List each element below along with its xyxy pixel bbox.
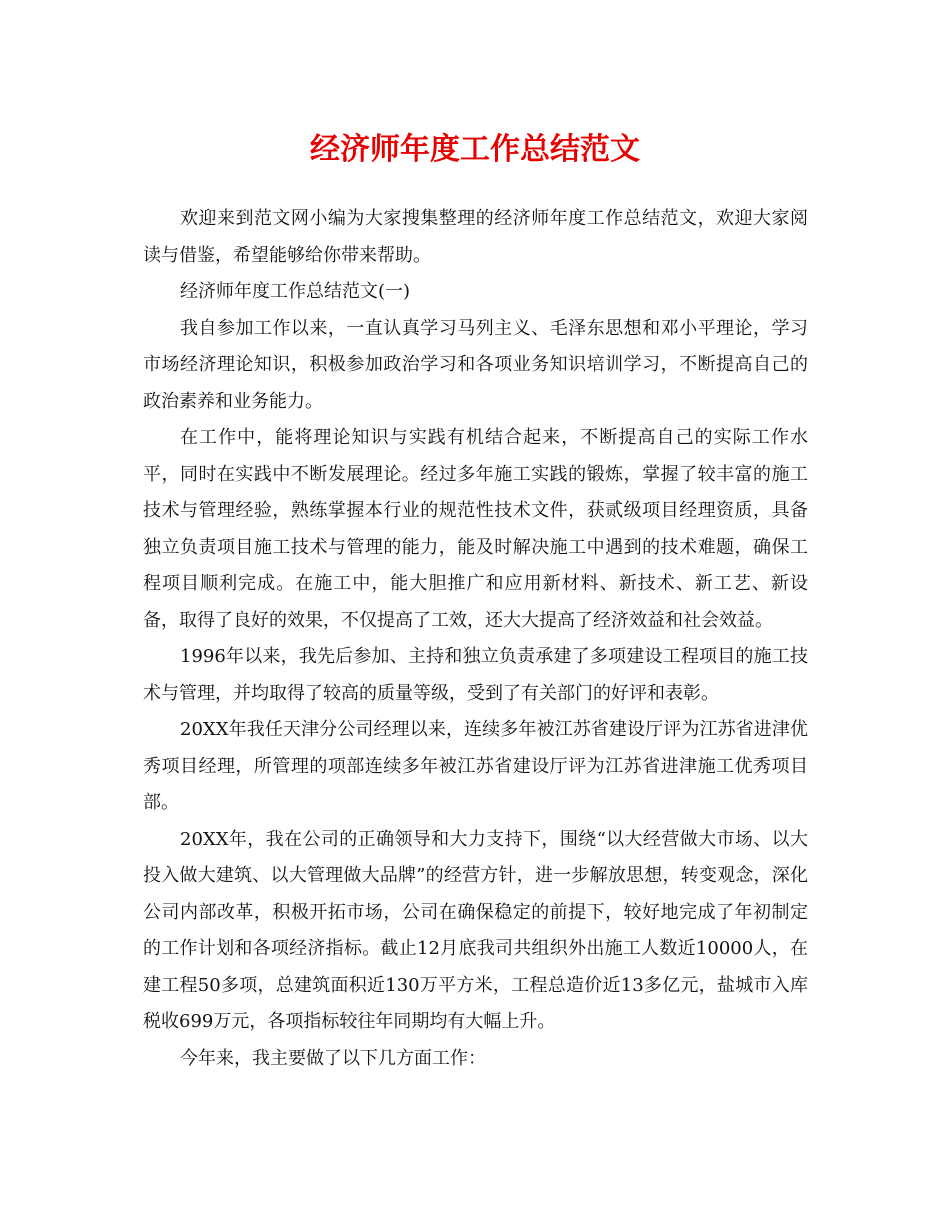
body-paragraph: 在工作中，能将理论知识与实践有机结合起来，不断提高自己的实际工作水平，同时在实践中不断发展理论。经过多年施工实践的锻炼，掌握了较丰富的施工技术与管理经验，熟练掌握本行业的规范性技术文件，获贰级项目经理资质，具备独立负责项目施工技术与管理的能力，能及时解决施工中遇到的技术难题，确保工程项目顺利完成。在施工中，能大胆推广和应用新材料、新技术、新工艺、新设备，取得了良好的效果，不仅提高了工效，还大大提高了经济效益和社会效益。: [143, 427, 808, 631]
section-heading: 经济师年度工作总结范文(一): [180, 281, 411, 302]
body-paragraph: 20XX年，我在公司的正确领导和大力支持下，围绕“以大经营做大市场、以大投入做大建筑、以大管理做大品牌”的经营方针，进一步解放思想，转变观念，深化公司内部改革，积极开拓市场，公司在确保稳定的前提下，较好地完成了年初制定的工作计划和各项经济指标。截止12月底我司共组织外出施工人数近10000人，在建工程50多项，总建筑面积近130万平方米，工程总造价近13多亿元，盐城市入库税收699万元，各项指标较往年同期均有大幅上升。: [143, 828, 808, 1032]
document-title: 经济师年度工作总结范文: [310, 132, 640, 167]
body-paragraph: 1996年以来，我先后参加、主持和独立负责承建了多项建设工程项目的施工技术与管理，并均取得了较高的质量等级，受到了有关部门的好评和表彰。: [143, 646, 808, 704]
intro-paragraph: 欢迎来到范文网小编为大家搜集整理的经济师年度工作总结范文，欢迎大家阅读与借鉴，希望能够给你带来帮助。: [143, 208, 808, 266]
body-paragraph: 20XX年我任天津分公司经理以来，连续多年被江苏省建设厅评为江苏省进津优秀项目经理，所管理的项部连续多年被江苏省建设厅评为江苏省进津施工优秀项目部。: [143, 719, 808, 813]
document-body: [143, 201, 808, 1077]
body-paragraph: 今年来，我主要做了以下几方面工作：: [180, 1047, 486, 1069]
body-paragraph: 我自参加工作以来，一直认真学习马列主义、毛泽东思想和邓小平理论，学习市场经济理论知识，积极参加政治学习和各项业务知识培训学习，不断提高自己的政治素养和业务能力。: [143, 317, 808, 412]
